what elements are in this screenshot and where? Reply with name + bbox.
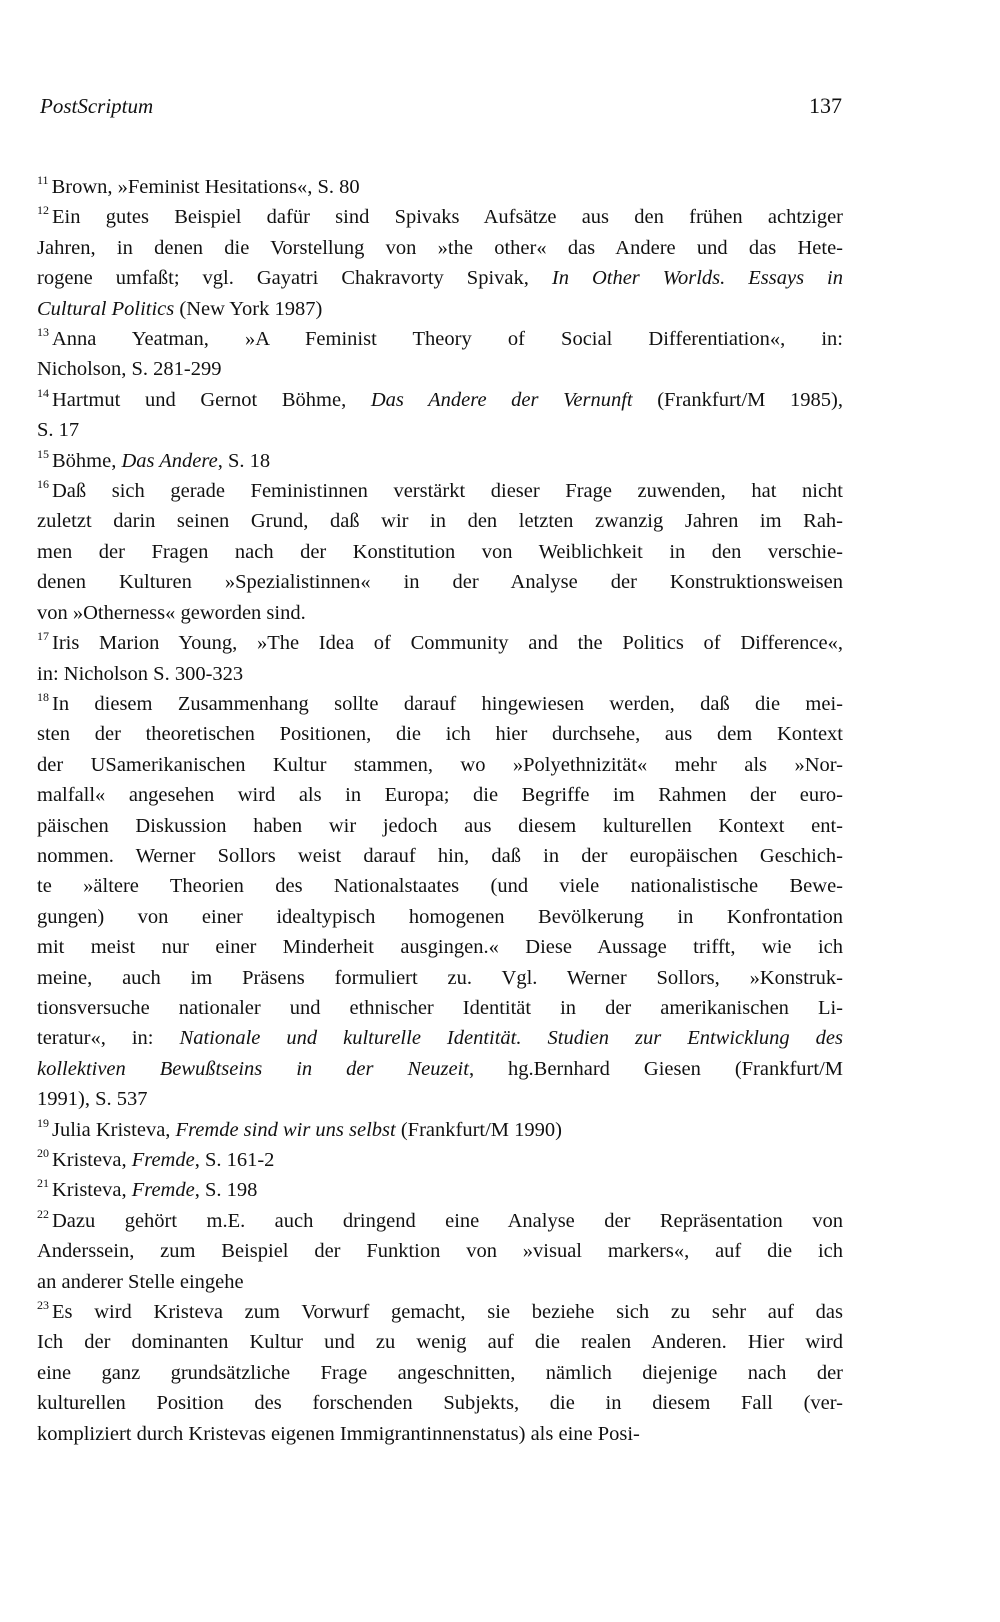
footnote-text: zuletzt darin seinen Grund, daß wir in den letzten zwanzig Jahren im Rah- [37,510,843,533]
footnote-line [37,172,843,202]
footnote-line [37,385,843,415]
footnote-line [37,415,843,445]
footnote-text: teratur«, in: [37,1027,180,1050]
running-title: PostScriptum [40,94,154,118]
footnote-line [37,1023,843,1053]
italic-title: Fremde sind wir uns selbst [175,1118,396,1141]
footnote-text: In diesem Zusammenhang sollte darauf hingewiesen werden, daß die mei- [52,692,843,715]
footnote-text: Ich der dominanten Kultur und zu wenig auf die realen Anderen. Hier wird [37,1331,843,1354]
footnote-line [37,659,843,689]
footnote-number: 15 [37,446,49,461]
footnote [37,689,843,1115]
footnote-text: gungen) von einer idealtypisch homogenen Bevölkerung in Konfrontation [37,905,843,928]
footnote-text: Nicholson, S. 281-299 [37,358,222,381]
footnote-text: eine ganz grundsätzliche Frage angeschnitten, nämlich diejenige nach der [37,1361,843,1384]
footnote [37,1206,843,1297]
footnote-text: päischen Diskussion haben wir jedoch aus diesem kulturellen Kontext ent- [37,814,843,837]
footnote-line [37,1388,843,1418]
footnote-number: 11 [37,173,49,187]
footnote-text: Anderssein, zum Beispiel der Funktion von »visual markers«, auf die ich [37,1240,843,1263]
footnote [37,1175,843,1205]
footnote-text: Böhme, [52,449,122,472]
footnote-number: 20 [37,1146,49,1160]
footnote-line [37,963,843,993]
footnote-line [37,902,843,932]
footnote-text: rogene umfaßt; vgl. Gayatri Chakravorty Spivak, [37,267,552,290]
footnote-text: , S. 18 [217,449,271,472]
footnote-number: 16 [37,477,49,492]
footnote-text: Anna Yeatman, »A Feminist Theory of Social Differentiation«, in: [52,328,843,351]
footnote-line [37,1297,843,1327]
footnote-line [37,354,843,384]
footnote-line [37,628,843,658]
footnote-text: Iris Marion Young, »The Idea of Community and the Politics of Difference«, [52,632,843,655]
footnote-text: kulturellen Position des forschenden Subjekts, die in diesem Fall (ver- [37,1392,843,1415]
footnote [37,1115,843,1145]
footnote [37,172,843,202]
italic-title: Das Andere [121,449,218,472]
footnote-text: malfall« angesehen wird als in Europa; die Begriffe im Rahmen der euro- [37,784,843,807]
footnote-line [37,1054,843,1084]
footnote-line [37,1327,843,1357]
footnote-text: 1991), S. 537 [37,1088,148,1111]
footnote-text: men der Fragen nach der Konstitution von Weiblichkeit in den verschie- [37,540,843,563]
footnote-line [37,780,843,810]
footnote-text: in: Nicholson S. 300-323 [37,662,244,685]
footnote-text: Kristeva, [52,1149,132,1171]
footnote-text: Kristeva, [52,1179,132,1202]
footnote-line [37,1175,843,1205]
footnote-text: Jahren, in denen die Vorstellung von »the other« das Andere und das Hete- [37,236,843,259]
footnote-text: , S. 198 [194,1179,258,1202]
footnote-text: mit meist nur einer Minderheit ausgingen.« Diese Aussage trifft, wie ich [37,936,843,959]
footnote-line [37,719,843,749]
footnote-line [37,871,843,901]
footnote-text: an anderer Stelle eingehe [37,1270,244,1293]
footnote [37,1145,843,1175]
footnote [37,476,843,628]
footnote-number: 21 [37,1176,49,1191]
footnote-text: (New York 1987) [174,297,323,320]
footnote-text: , S. 161-2 [194,1149,275,1171]
footnote-number: 14 [37,385,49,400]
footnote-line [37,932,843,962]
footnote-text: denen Kulturen »Spezialistinnen« in der Analyse der Konstruktionsweisen [37,571,843,594]
footnote-line [37,1267,843,1297]
footnote-text: nommen. Werner Sollors weist darauf hin, daß in der europäischen Geschich- [37,844,843,867]
footnote-number: 23 [37,1298,49,1313]
footnote-text: Julia Kristeva, [52,1118,176,1141]
footnote [37,628,843,689]
footnote-text: te »ältere Theorien des Nationalstaates (und viele nationalistische Bewe- [37,875,843,898]
footnote-text: S. 17 [37,419,80,442]
running-header [40,90,842,122]
italic-title: Das Andere der Vernunft [370,388,633,411]
footnotes-list [37,172,843,1449]
footnote-number: 19 [37,1115,49,1130]
footnote-line [37,233,843,263]
footnote-line [37,811,843,841]
footnote-number: 13 [37,325,49,340]
footnote [37,1297,843,1449]
footnote-text: Dazu gehört m.E. auch dringend eine Analyse der Repräsentation von [52,1209,843,1232]
footnote-line [37,598,843,628]
footnote-line [37,202,843,232]
footnote-text: Hartmut und Gernot Böhme, [52,388,371,411]
footnote-text: Ein gutes Beispiel dafür sind Spivaks Aufsätze aus den frühen achtziger [52,206,843,229]
footnote-line [37,1145,843,1175]
footnote-text: kompliziert durch Kristevas eigenen Immigrantinnenstatus) als eine Posi- [37,1422,640,1445]
footnote-text: sten der theoretischen Positionen, die ich hier durchsehe, aus dem Kontext [37,723,843,746]
footnote-number: 22 [37,1206,49,1221]
footnote-line [37,1236,843,1266]
footnote-line [37,993,843,1023]
italic-title: In Other Worlds. Essays in [551,267,843,290]
footnote-text: tionsversuche nationaler und ethnischer Identität in der amerikanischen Li- [37,996,843,1019]
footnote-line [37,1084,843,1114]
page-number: 137 [809,93,842,118]
footnote [37,385,843,446]
italic-title: Nationale und kulturelle Identität. Studien zur Entwicklung des [179,1027,843,1050]
footnote-line [37,294,843,324]
footnote-text: (Frankfurt/M 1990) [395,1118,562,1141]
italic-title: Fremde [131,1179,195,1202]
footnote-line [37,537,843,567]
footnote-line [37,689,843,719]
footnote-text: Es wird Kristeva zum Vorwurf gemacht, sie beziehe sich zu sehr auf das [52,1301,843,1324]
footnote-number: 17 [37,629,49,644]
italic-title: Cultural Politics [37,297,175,320]
footnote [37,446,843,476]
footnote-line [37,1206,843,1236]
footnote [37,324,843,385]
footnote-line [37,1419,843,1449]
footnote-line [37,476,843,506]
footnote-number: 18 [37,689,49,704]
italic-title: kollektiven Bewußtseins in der Neuzeit [37,1057,469,1080]
italic-title: Fremde [131,1149,195,1171]
footnote-number: 12 [37,203,49,218]
footnote-text: von »Otherness« geworden sind. [37,601,306,624]
footnote-text: (Frankfurt/M 1985), [632,388,843,411]
footnote-line [37,750,843,780]
footnote-line [37,841,843,871]
footnote-line [37,1358,843,1388]
footnote-line [37,263,843,293]
footnote-line [37,1115,843,1145]
footnote-text: Brown, »Feminist Hesitations«, S. 80 [51,176,360,198]
footnote-text: meine, auch im Präsens formuliert zu. Vgl. Werner Sollors, »Konstruk- [37,966,843,989]
footnote [37,202,843,324]
footnote-text: Daß sich gerade Feministinnen verstärkt dieser Frage zuwenden, hat nicht [52,480,843,503]
footnote-line [37,446,843,476]
footnote-line [37,506,843,536]
footnote-text: der USamerikanischen Kultur stammen, wo »Polyethnizität« mehr als »Nor- [37,753,843,776]
footnote-line [37,567,843,597]
footnote-text: , hg.Bernhard Giesen (Frankfurt/M [468,1057,843,1080]
footnote-line [37,324,843,354]
